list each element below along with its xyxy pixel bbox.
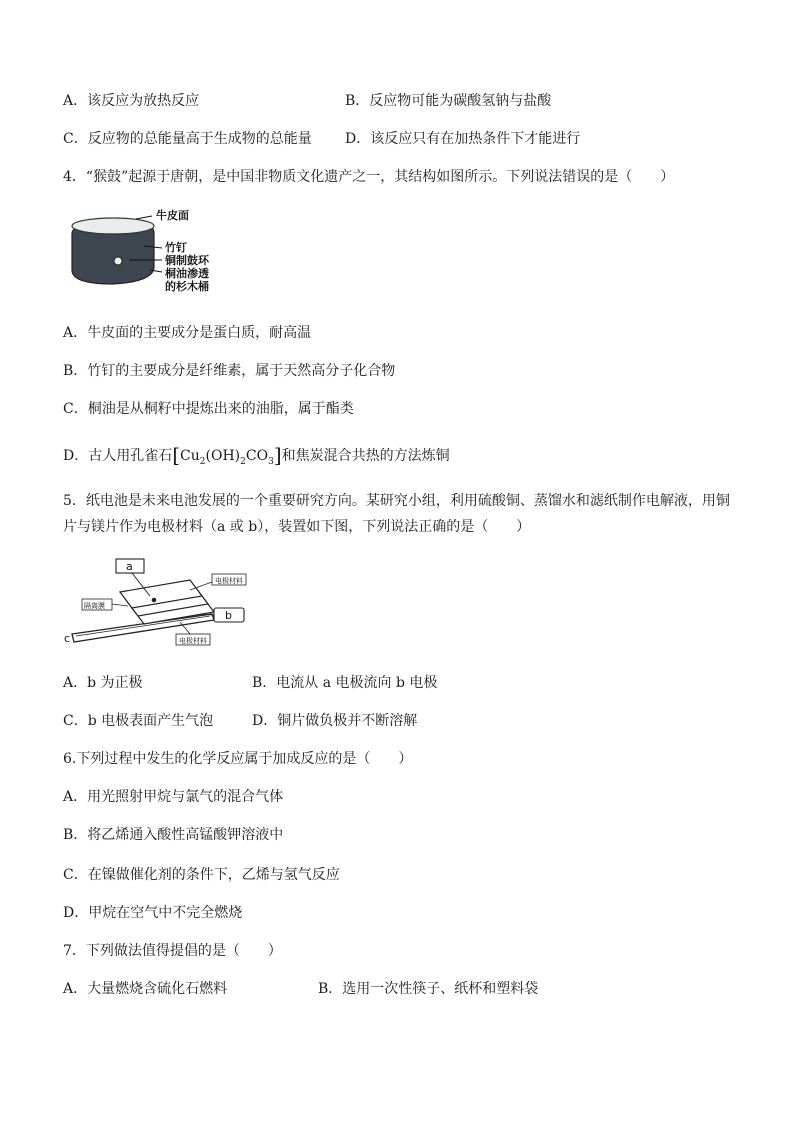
- q5-option-c: C．b 电极表面产生气泡: [63, 713, 214, 729]
- drum-label-top: 牛皮面: [156, 209, 189, 222]
- q4-option-d-prefix: D．古人用孔雀石: [63, 448, 173, 464]
- q3-option-a: A．该反应为放热反应: [63, 93, 200, 109]
- q7-stem: 7．下列做法值得提倡的是（ ）: [63, 943, 282, 959]
- battery-label-material-bottom: 电极材料: [179, 637, 207, 645]
- q5-stem-line1: 5．纸电池是未来电池发展的一个重要研究方向。某研究小组，利用硫酸铜、蒸馏水和滤纸制作电解液，用铜: [63, 493, 730, 509]
- drum-illustration: [66, 204, 236, 304]
- q4-option-b: B．竹钉的主要成分是纤维素，属于天然高分子化合物: [63, 363, 396, 379]
- q4-stem: 4．“猴鼓”起源于唐朝，是中国非物质文化遗产之一，其结构如图所示。下列说法错误的是（ ）: [63, 169, 675, 185]
- q4-option-d: [63, 444, 450, 471]
- q3-option-d: D．该反应只有在加热条件下才能进行: [345, 131, 581, 147]
- q6-option-d: D．甲烷在空气中不完全燃烧: [63, 905, 243, 921]
- battery-label-c: c: [64, 632, 71, 645]
- battery-label-a: a: [126, 560, 133, 573]
- q5-option-d: D．铜片做负极并不断溶解: [252, 713, 418, 729]
- paper-battery-illustration: [62, 556, 272, 656]
- drum-label-4: 的杉木桶: [165, 280, 209, 293]
- drum-label-3: 桐油渗透: [165, 267, 209, 280]
- drum-label-2: 铜制鼓环: [165, 254, 209, 267]
- q5-stem-line2: 片与镁片作为电极材料（a 或 b），装置如下图，下列说法正确的是（ ）: [63, 519, 531, 535]
- q3-option-c: C．反应物的总能量高于生成物的总能量: [63, 131, 312, 147]
- q5-option-a: A．b 为正极: [63, 675, 143, 691]
- q6-option-a: A．用光照射甲烷与氯气的混合气体: [63, 789, 284, 805]
- q7-option-b: B．选用一次性筷子、纸杯和塑料袋: [318, 981, 539, 997]
- drum-figure: [66, 204, 236, 304]
- q3-option-b: B．反应物可能为碳酸氢钠与盐酸: [345, 93, 552, 109]
- q6-option-c: C．在镍做催化剂的条件下，乙烯与氢气反应: [63, 867, 340, 883]
- q5-option-b: B．电流从 a 电极流向 b 电极: [252, 675, 438, 691]
- q6-option-b: B．将乙烯通入酸性高锰酸钾溶液中: [63, 827, 284, 843]
- q4-option-d-suffix: 和焦炭混合共热的方法炼铜: [281, 448, 450, 464]
- malachite-formula: $[Cu_2(OH)_2CO_3]$: [172, 443, 282, 467]
- q4-option-c: C．桐油是从桐籽中提炼出来的油脂，属于酯类: [63, 401, 354, 417]
- paper-battery-figure: [62, 556, 272, 656]
- battery-label-separator: 隔离膜: [84, 602, 105, 610]
- q6-stem: 6.下列过程中发生的化学反应属于加成反应的是（ ）: [63, 751, 413, 767]
- q7-option-a: A．大量燃烧含硫化石燃料: [63, 981, 228, 997]
- battery-label-material-top: 电极材料: [215, 577, 243, 585]
- q4-option-a: A．牛皮面的主要成分是蛋白质，耐高温: [63, 325, 312, 341]
- drum-label-1: 竹钉: [165, 241, 187, 254]
- battery-label-b: b: [225, 609, 232, 622]
